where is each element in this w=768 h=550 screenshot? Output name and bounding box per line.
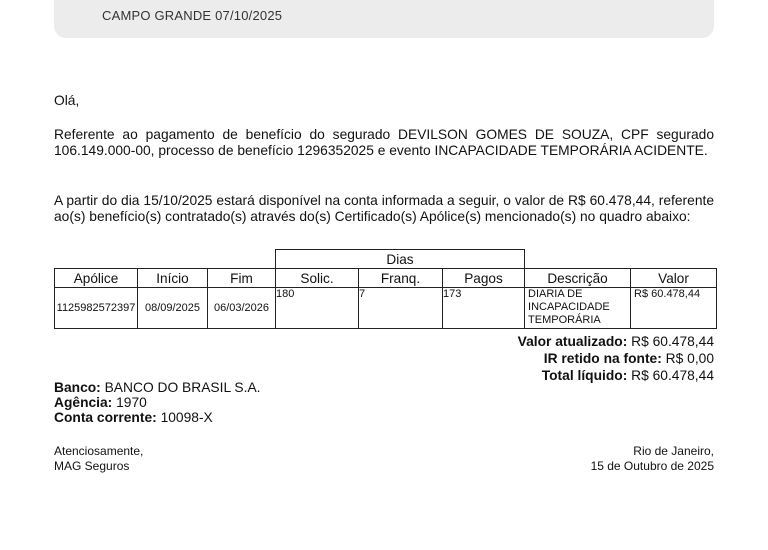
closing-salutation: Atenciosamente,: [54, 444, 144, 458]
table-group-header-row: [55, 250, 717, 269]
benefit-paragraph: Referente ao pagamento de benefício do segurado DEVILSON GOMES DE SOUZA, CPF segurado 106.149.000-00, processo de benefício 1296352025 e evento INCAPACIDADE TEMPORÁRIA ACIDENTE.: [54, 127, 714, 158]
letter-date: 15 de Outubro de 2025: [590, 459, 714, 473]
valor-atualizado-value: R$ 60.478,44: [631, 334, 714, 349]
benefit-table: [54, 249, 717, 329]
col-valor: Valor: [631, 269, 717, 288]
valor-atualizado-label: Valor atualizado:: [517, 334, 628, 349]
cell-inicio: 08/09/2025: [138, 288, 208, 329]
cell-apolice: 1125982572397: [55, 288, 138, 329]
banco-value: BANCO DO BRASIL S.A.: [104, 380, 261, 395]
agencia-value: 1970: [116, 395, 147, 410]
dias-group-header: Dias: [276, 250, 525, 269]
city: Rio de Janeiro,: [633, 444, 714, 458]
col-franq: Franq.: [359, 269, 443, 288]
cell-descricao: DIARIA DE INCAPACIDADE TEMPORÁRIA: [525, 288, 631, 329]
table-row: [55, 288, 717, 329]
conta-value: 10098-X: [160, 410, 213, 425]
letterhead-box: [54, 0, 714, 38]
table-header-row: [55, 269, 717, 288]
total-liquido-label: Total líquido:: [541, 368, 628, 383]
cell-fim: 06/03/2026: [208, 288, 276, 329]
ir-retido-label: IR retido na fonte:: [543, 351, 662, 366]
agencia-label: Agência:: [54, 395, 113, 410]
col-apolice: Apólice: [55, 269, 138, 288]
bank-details: [54, 380, 261, 425]
signature-block: [54, 444, 143, 474]
col-descricao: Descrição: [525, 269, 631, 288]
col-pagos: Pagos: [443, 269, 525, 288]
banco-label: Banco:: [54, 380, 101, 395]
col-inicio: Início: [138, 269, 208, 288]
company-name: MAG Seguros: [54, 459, 130, 473]
greeting: Olá,: [54, 93, 80, 108]
letterhead-text: CAMPO GRANDE 07/10/2025: [102, 8, 283, 23]
col-solic: Solic.: [276, 269, 359, 288]
cell-pagos: 173: [443, 288, 525, 329]
ir-retido-value: R$ 0,00: [665, 351, 714, 366]
totals-block: [518, 333, 714, 384]
total-liquido-value: R$ 60.478,44: [631, 368, 714, 383]
cell-solic: 180: [276, 288, 359, 329]
payment-paragraph: A partir do dia 15/10/2025 estará disponível na conta informada a seguir, o valor de R$ 60.478,44, referente ao(s) benefício(s) contratado(s) através do(s) Certificado(s) Apólice(s) mencionado(s) no quadro abaixo:: [54, 193, 714, 224]
conta-label: Conta corrente:: [54, 410, 157, 425]
cell-valor: R$ 60.478,44: [631, 288, 717, 329]
cell-franq: 7: [359, 288, 443, 329]
place-date-block: [591, 444, 714, 474]
col-fim: Fim: [208, 269, 276, 288]
